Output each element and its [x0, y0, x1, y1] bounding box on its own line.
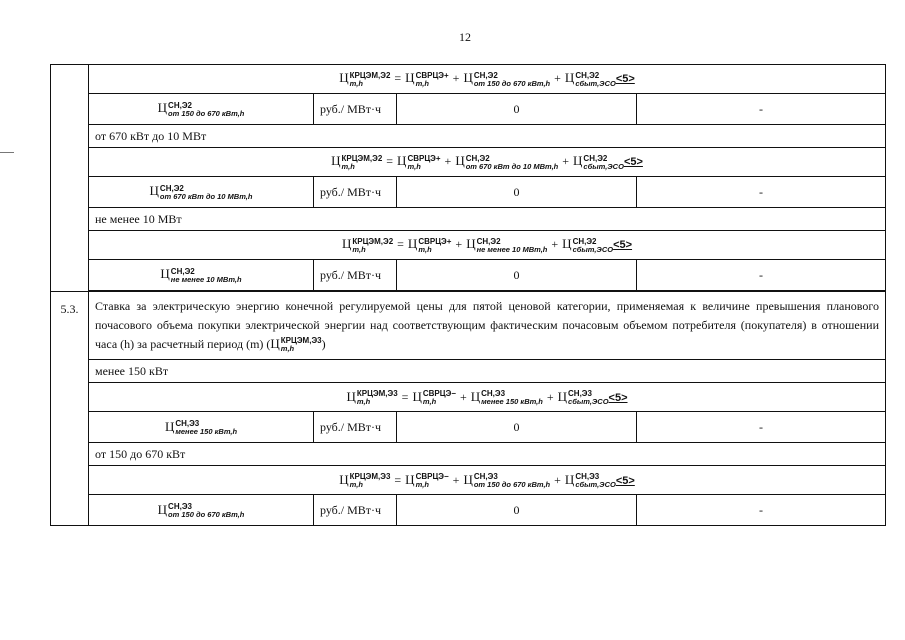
- price-symbol: Ц СВРЦЭ+ m,h: [405, 70, 449, 88]
- price-symbol: Ц СН,Э3 сбыт,ЭСО: [564, 471, 616, 489]
- page-number: 12: [459, 30, 471, 44]
- value-cell: 0: [397, 495, 637, 526]
- extra-cell: -: [637, 495, 886, 526]
- footnote-ref: <5>: [613, 239, 633, 252]
- value-cell: 0: [397, 412, 637, 443]
- value-cell: 0: [397, 177, 637, 208]
- footnote-ref: <5>: [615, 73, 635, 86]
- footnote-ref: <5>: [623, 156, 643, 169]
- price-symbol: Ц СН,Э2 сбыт,ЭСО: [564, 70, 616, 88]
- symbol-cell: [89, 260, 314, 291]
- section-row: [51, 292, 886, 360]
- formula: Ц КРЦЭМ,Э2 m,h = Ц СВРЦЭ+ m,h + Ц СН,Э2 не менее 10 МВт,h + Ц СН,Э2 сбыт,ЭСО <5>: [89, 231, 886, 260]
- subheading-row: [51, 208, 886, 231]
- extra-cell: -: [637, 412, 886, 443]
- price-symbol: Ц КРЦЭМ,Э2 m,h: [339, 70, 391, 88]
- unit-cell: руб./ МВт·ч: [314, 260, 397, 291]
- formula-row: [51, 466, 886, 495]
- symbol-cell: [89, 495, 314, 526]
- extra-cell: -: [637, 94, 886, 125]
- table-row: [51, 177, 886, 208]
- footnote-ref: <5>: [615, 474, 635, 487]
- price-symbol: Ц СН,Э3 от 150 до 670 кВт,h: [463, 471, 551, 489]
- subheading: от 150 до 670 кВт: [89, 443, 886, 466]
- price-symbol: Ц СВРЦЭ− m,h: [405, 471, 449, 489]
- price-symbol: Ц СВРЦЭ+ m,h: [397, 153, 441, 171]
- subheading: менее 150 кВт: [89, 360, 886, 383]
- formula: Ц КРЦЭМ,Э3 m,h = Ц СВРЦЭ− m,h + Ц СН,Э3 от 150 до 670 кВт,h + Ц СН,Э3 сбыт,ЭСО <5>: [89, 466, 886, 495]
- table-row: [51, 412, 886, 443]
- price-symbol: Ц СН,Э2 от 670 кВт до 10 МВт,h: [149, 183, 253, 201]
- symbol-cell: [89, 94, 314, 125]
- price-symbol: Ц СН,Э2 сбыт,ЭСО: [573, 153, 624, 171]
- extra-cell: -: [637, 177, 886, 208]
- price-symbol: Ц СН,Э3 менее 150 кВт,h: [164, 418, 238, 436]
- margin-mark: [0, 152, 14, 153]
- price-symbol: Ц КРЦЭМ,Э3 m,h: [270, 336, 322, 354]
- subheading-row: [51, 125, 886, 148]
- price-symbol: Ц КРЦЭМ,Э3 m,h: [346, 388, 398, 406]
- formula-row: [51, 231, 886, 260]
- unit-cell: руб./ МВт·ч: [314, 412, 397, 443]
- footnote-ref: <5>: [608, 391, 628, 404]
- subheading-row: [51, 360, 886, 383]
- price-symbol: Ц СН,Э3 от 150 до 670 кВт,h: [157, 501, 245, 519]
- section-number: 5.3.: [51, 292, 89, 526]
- subheading-row: [51, 443, 886, 466]
- price-symbol: Ц СН,Э2 не менее 10 МВт,h: [466, 236, 548, 254]
- formula-row: [51, 383, 886, 412]
- subheading: от 670 кВт до 10 МВт: [89, 125, 886, 148]
- formula-row: [51, 148, 886, 177]
- price-symbol: Ц СН,Э2 сбыт,ЭСО: [562, 236, 614, 254]
- symbol-cell: [89, 177, 314, 208]
- formula: Ц КРЦЭМ,Э2 m,h = Ц СВРЦЭ+ m,h + Ц СН,Э2 от 670 кВт до 10 МВт,h + Ц СН,Э2 сбыт,ЭСО <5>: [89, 148, 886, 177]
- extra-cell: -: [637, 260, 886, 291]
- price-symbol: Ц СВРЦЭ− m,h: [412, 388, 456, 406]
- formula-row: [51, 65, 886, 94]
- unit-cell: руб./ МВт·ч: [314, 177, 397, 208]
- symbol-cell: [89, 412, 314, 443]
- subheading: не менее 10 МВт: [89, 208, 886, 231]
- price-symbol: Ц СН,Э2 от 150 до 670 кВт,h: [157, 100, 245, 118]
- price-symbol: Ц СВРЦЭ+ m,h: [407, 236, 452, 254]
- formula: Ц КРЦЭМ,Э3 m,h = Ц СВРЦЭ− m,h + Ц СН,Э3 менее 150 кВт,h + Ц СН,Э3 сбыт,ЭСО <5>: [89, 383, 886, 412]
- table-row: [51, 260, 886, 291]
- price-symbol: Ц СН,Э2 от 670 кВт до 10 МВт,h: [455, 153, 559, 171]
- price-symbol: Ц КРЦЭМ,Э3 m,h: [339, 471, 391, 489]
- price-symbol: Ц КРЦЭМ,Э2 m,h: [341, 236, 394, 254]
- unit-cell: руб./ МВт·ч: [314, 495, 397, 526]
- section-description: Ставка за электрическую энергию конечной регулируемой цены для пятой ценовой категории, применяемая к величине превышения планового почасового объема покупки электрической энергии над соответствующим фактическим почасовым объемом потребителя (покупателя) в отношении часа (h) за расчетный период (m) (Ц КРЦЭМ,Э3 m,h ): [89, 292, 886, 360]
- price-symbol: Ц СН,Э2 не менее 10 МВт,h: [160, 266, 242, 284]
- tariff-table: [50, 64, 886, 526]
- value-cell: 0: [397, 94, 637, 125]
- price-symbol: Ц СН,Э3 сбыт,ЭСО: [557, 388, 609, 406]
- unit-cell: руб./ МВт·ч: [314, 94, 397, 125]
- table-row: [51, 495, 886, 526]
- formula: Ц КРЦЭМ,Э2 m,h = Ц СВРЦЭ+ m,h + Ц СН,Э2 от 150 до 670 кВт,h + Ц СН,Э2 сбыт,ЭСО <5>: [89, 65, 886, 94]
- price-symbol: Ц СН,Э3 менее 150 кВт,h: [470, 388, 543, 406]
- value-cell: 0: [397, 260, 637, 291]
- table-row: [51, 94, 886, 125]
- price-symbol: Ц СН,Э2 от 150 до 670 кВт,h: [463, 70, 551, 88]
- price-symbol: Ц КРЦЭМ,Э2 m,h: [331, 153, 383, 171]
- section-symbol: [270, 336, 322, 354]
